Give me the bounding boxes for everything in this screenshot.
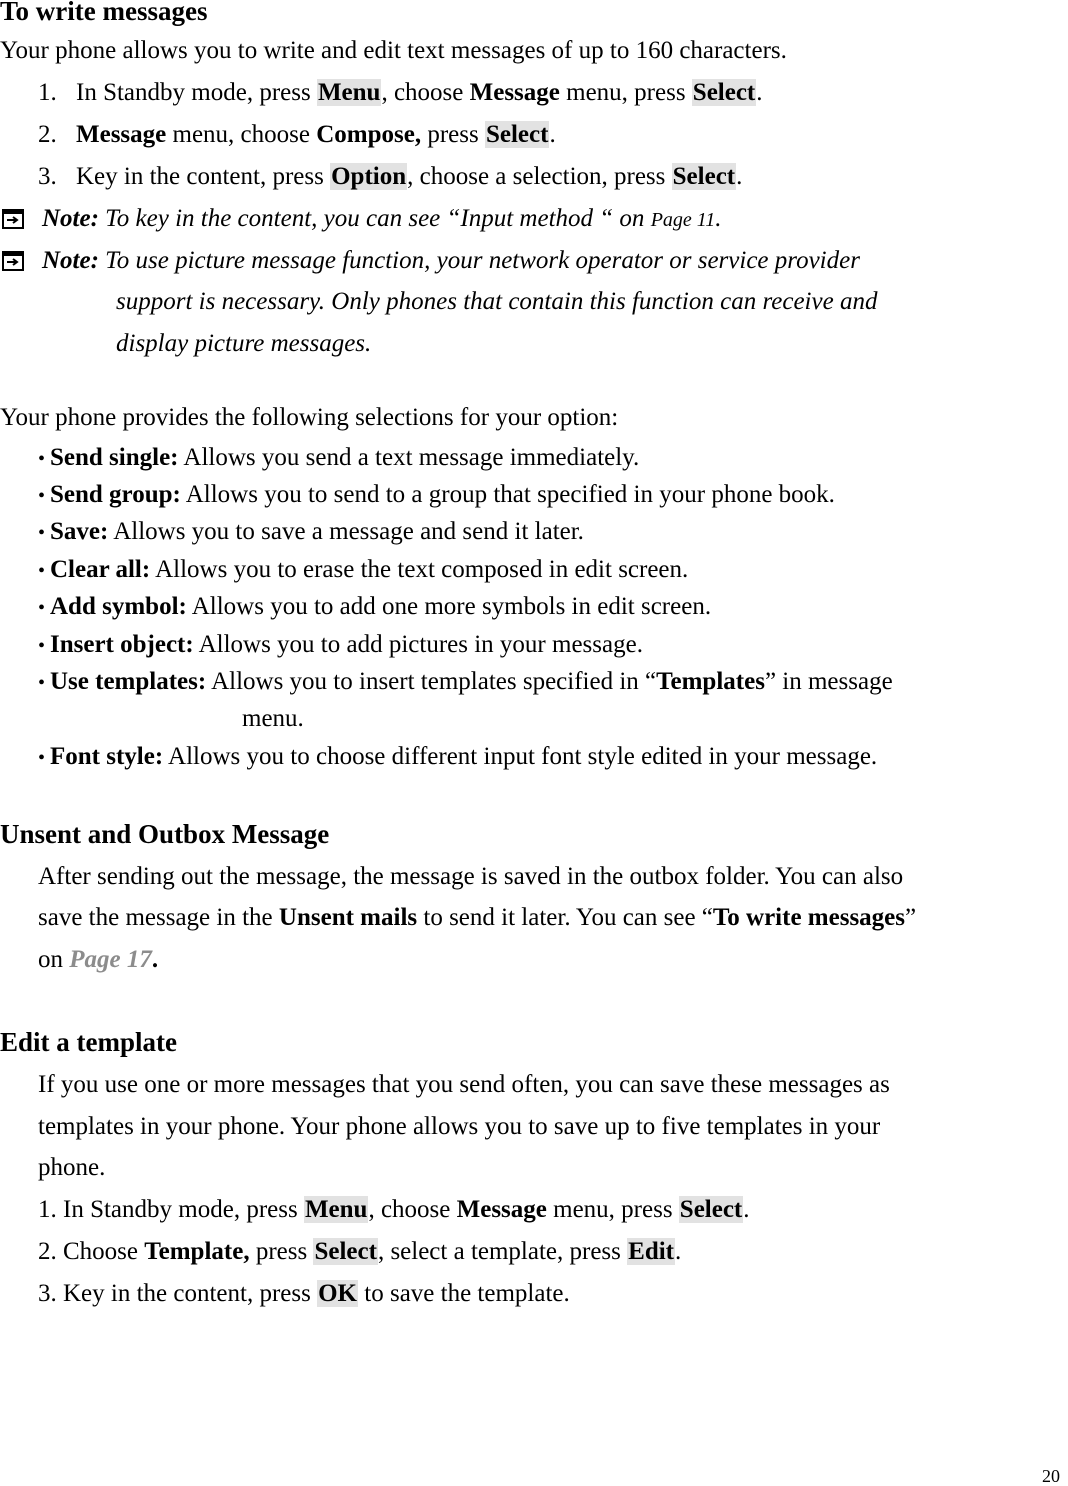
- template-line-1: If you use one or more messages that you send often, you can save these messages as: [38, 1071, 890, 1098]
- step-text: 2. Choose: [38, 1238, 145, 1265]
- bullet: •: [38, 485, 46, 507]
- step-text: .: [756, 79, 763, 106]
- note-text: To key in the content, you can see “Input method “ on: [98, 205, 651, 232]
- step-number: 2.: [38, 121, 57, 148]
- step-text: press: [249, 1238, 314, 1265]
- option-name: Clear all:: [50, 556, 151, 583]
- page-number: 20: [1042, 1466, 1060, 1486]
- note-text: To use picture message function, your network operator or service provider: [98, 247, 860, 274]
- bullet: •: [38, 597, 46, 619]
- bold-unsent-mails: Unsent mails: [278, 904, 418, 931]
- option-use-templates: [38, 667, 893, 698]
- step-text: Key in the content, press: [76, 163, 331, 190]
- bold-compose: Compose,: [316, 121, 422, 148]
- option-add-symbol: [38, 592, 711, 623]
- option-send-single: [38, 443, 639, 474]
- note-text: .: [715, 205, 722, 232]
- option-send-group: [38, 480, 835, 511]
- key-option: Option: [331, 163, 407, 190]
- key-select: Select: [485, 121, 549, 148]
- option-name: Font style:: [50, 743, 164, 770]
- bullet: •: [38, 635, 46, 657]
- option-name: Use templates:: [50, 668, 207, 695]
- key-select: Select: [672, 163, 736, 190]
- option-name: Insert object:: [50, 631, 194, 658]
- bullet: •: [38, 672, 46, 694]
- bullet: •: [38, 448, 46, 470]
- option-use-templates-continued: menu.: [242, 705, 304, 732]
- option-save: [38, 517, 584, 548]
- note-icon: [2, 251, 24, 271]
- write-step-1: [38, 78, 763, 108]
- step-text: 1. In Standby mode, press: [38, 1196, 304, 1223]
- unsent-line-3: [38, 945, 158, 975]
- option-desc: Allows you to save a message and send it later.: [108, 518, 584, 545]
- bold-template: Template,: [144, 1238, 250, 1265]
- bold-message: Message: [456, 1196, 547, 1223]
- key-select: Select: [679, 1196, 743, 1223]
- step-text: to save the template.: [358, 1280, 570, 1307]
- bullet: •: [38, 747, 46, 769]
- step-number: 1.: [38, 79, 57, 106]
- bold-message: Message: [76, 121, 167, 148]
- template-step-1: [38, 1195, 750, 1225]
- step-text: .: [743, 1196, 750, 1223]
- key-select: Select: [314, 1238, 377, 1265]
- note-text-line-3: display picture messages.: [116, 330, 372, 357]
- step-text: press: [421, 121, 485, 148]
- unsent-text: .: [151, 946, 159, 973]
- note-input-method: [42, 204, 722, 235]
- step-number: 3.: [38, 163, 57, 190]
- step-text: menu, press: [546, 1196, 679, 1223]
- option-font-style: [38, 742, 877, 773]
- step-text: menu, press: [559, 79, 692, 106]
- note-picture-message: [42, 246, 860, 276]
- bullet: •: [38, 522, 46, 544]
- step-text: menu, choose: [166, 121, 317, 148]
- option-desc: Allows you to send to a group that specified in your phone book.: [180, 481, 835, 508]
- step-text: , choose a selection, press: [407, 163, 672, 190]
- write-intro: Your phone allows you to write and edit text messages of up to 160 characters.: [0, 37, 787, 64]
- option-desc: Allows you to erase the text composed in edit screen.: [150, 556, 689, 583]
- step-text: .: [736, 163, 743, 190]
- unsent-text: ”: [905, 904, 917, 931]
- bullet: •: [38, 560, 46, 582]
- options-intro: Your phone provides the following selections for your option:: [0, 404, 619, 431]
- template-step-2: [38, 1237, 681, 1267]
- bold-message: Message: [469, 79, 560, 106]
- section-title-write-messages: To write messages: [0, 0, 208, 26]
- template-line-2: templates in your phone. Your phone allows you to save up to five templates in your: [38, 1113, 881, 1140]
- unsent-line-2: [38, 903, 916, 933]
- option-desc: Allows you to add pictures in your message.: [193, 631, 643, 658]
- note-text-line-2: support is necessary. Only phones that contain this function can receive and: [116, 288, 878, 315]
- template-step-3: [38, 1279, 570, 1309]
- option-name: Send group:: [50, 481, 181, 508]
- page-reference: Page 11: [650, 209, 716, 231]
- step-text: , choose: [368, 1196, 457, 1223]
- key-menu: Menu: [304, 1196, 368, 1223]
- step-text: In Standby mode, press: [76, 79, 317, 106]
- bold-templates: Templates: [656, 668, 765, 695]
- option-name: Save:: [50, 518, 109, 545]
- section-title-edit-template: Edit a template: [0, 1027, 177, 1057]
- key-ok: OK: [318, 1280, 358, 1307]
- option-desc: Allows you to insert templates specified in “: [206, 668, 657, 695]
- key-select: Select: [692, 79, 756, 106]
- write-step-3: [38, 162, 742, 192]
- option-name: Add symbol:: [50, 593, 187, 620]
- option-desc: Allows you to add one more symbols in edit screen.: [186, 593, 712, 620]
- option-desc: Allows you to choose different input font style edited in your message.: [163, 743, 878, 770]
- write-step-2: [38, 120, 556, 150]
- step-text: .: [549, 121, 556, 148]
- option-clear-all: [38, 555, 688, 586]
- step-text: , select a template, press: [377, 1238, 628, 1265]
- unsent-text: on: [38, 946, 70, 973]
- note-label: Note:: [42, 205, 99, 232]
- unsent-text: to send it later. You can see “: [417, 904, 713, 931]
- template-line-3: phone.: [38, 1154, 106, 1181]
- option-name: Send single:: [50, 444, 179, 471]
- section-title-unsent-outbox: Unsent and Outbox Message: [0, 819, 330, 849]
- note-icon: [2, 209, 24, 229]
- note-label: Note:: [42, 247, 99, 274]
- page-reference: Page 17: [69, 946, 152, 973]
- option-desc: Allows you send a text message immediately.: [178, 444, 640, 471]
- step-text: 3. Key in the content, press: [38, 1280, 318, 1307]
- option-insert-object: [38, 630, 643, 661]
- unsent-text: save the message in the: [38, 904, 279, 931]
- step-text: , choose: [381, 79, 470, 106]
- step-text: .: [675, 1238, 682, 1265]
- key-edit: Edit: [628, 1238, 675, 1265]
- key-menu: Menu: [317, 79, 381, 106]
- bold-write-messages: To write messages: [712, 904, 906, 931]
- option-desc: ” in message: [764, 668, 893, 695]
- unsent-line-1: After sending out the message, the message is saved in the outbox folder. You can also: [38, 863, 904, 890]
